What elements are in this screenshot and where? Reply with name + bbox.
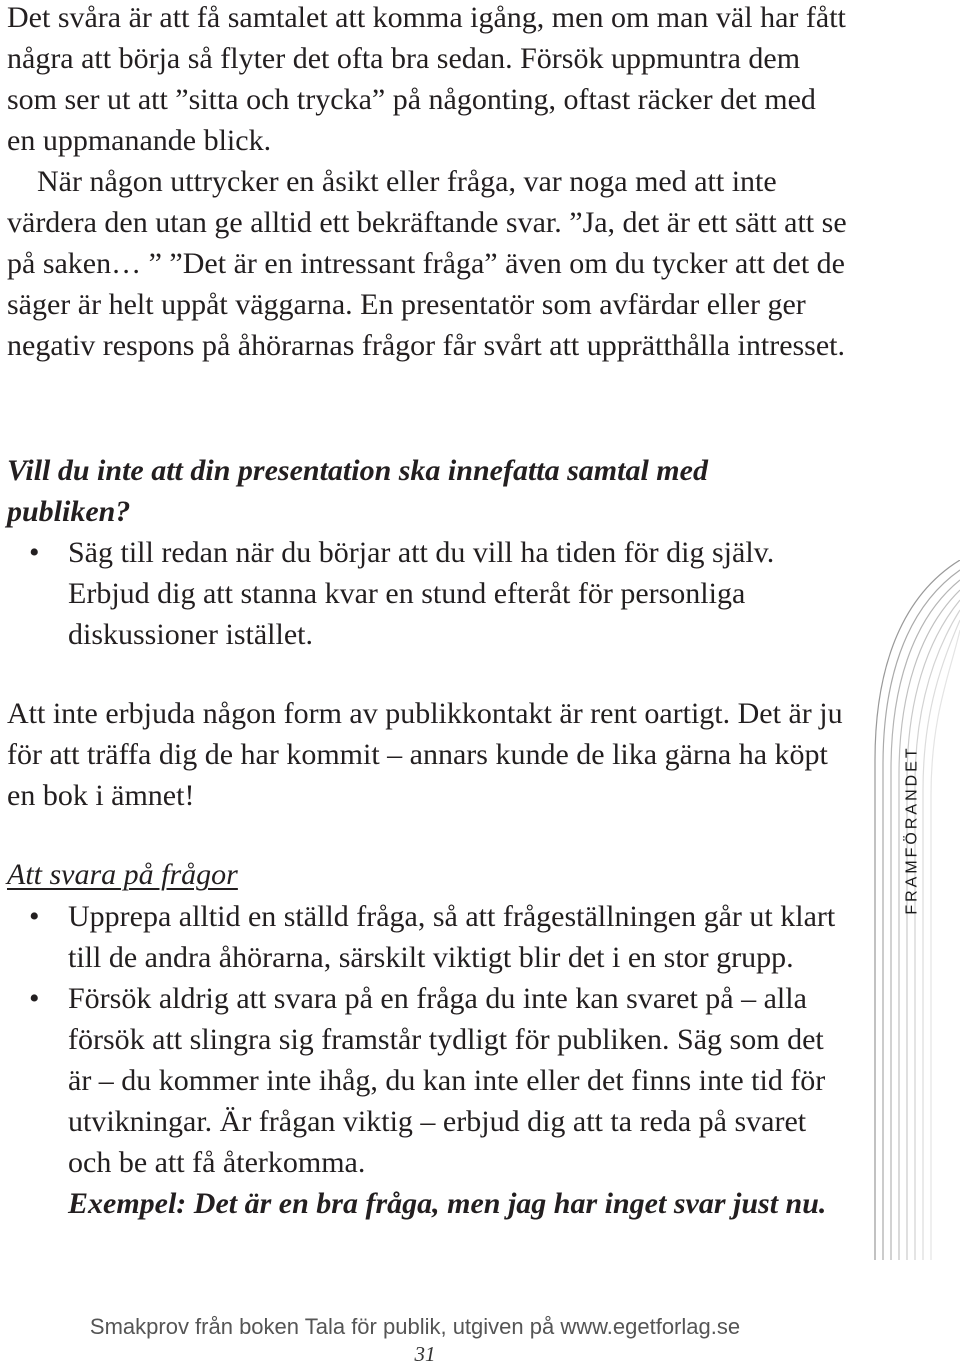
side-tab-label [883,740,943,920]
paragraph-affirm: När någon uttrycker en åsikt eller fråga, var noga med att inte värdera den utan ge alltid ett bekräftande svar. ”Ja, det är ett sätt att se på saken… ” ”Det är en intressant fråga” även om du tycker att det de säger är helt uppåt väggarna. En presentatör som avfärdar eller ger negativ respons på åhörarnas frågor får svårt att upprätthålla intresset. [7,165,847,362]
footer-credit: Smakprov från boken Tala för publik, utgiven på www.egetforlag.se [89,1314,741,1339]
list-item-text: Försök aldrig att svara på en fråga du inte kan svaret på – alla försök att slingra sig framstår tydligt för publiken. Säg som det är – du kommer inte ihåg, du kan inte eller det finns inte tid för utvikningar. Är frågan viktig – erbjud dig att ta reda på svaret och be att få återkomma. [68,982,826,1179]
body-text-middle [7,693,847,816]
page-number: 31 [414,1342,436,1366]
section-heading: Att svara på frågor [7,858,238,891]
bullet-icon: • [29,982,40,1015]
list-item-text: Säg till redan när du börjar att du vill ha tiden för dig själv. Erbjud dig att stanna kvar en stund efteråt för personliga diskussioner istället. [68,536,775,651]
paragraph-courtesy: Att inte erbjuda någon form av publikkontakt är rent oartigt. Det är ju för att träffa dig de har kommit – annars kunde de lika gärna ha köpt en bok i ämnet! [7,697,843,812]
body-text-top [7,0,847,366]
list-item [7,532,837,655]
list-item-text: Upprepa alltid en ställd fråga, så att frågeställningen går ut klart till de andra åhörarna, särskilt viktigt blir det i en stor grupp. [68,900,836,974]
list-item [7,978,837,1224]
paragraph-intro: Det svåra är att få samtalet att komma igång, men om man väl har fått några att börja så flyter det ofta bra sedan. Försök uppmuntra dem som ser ut att ”sitta och trycka” på någonting, oftast räcker det med en uppmanande blick. [7,1,846,157]
example-text: Exempel: Det är en bra fråga, men jag har inget svar just nu. [68,1187,827,1220]
side-tab-text: FRAMFÖRANDET [904,745,922,915]
bullet-icon: • [29,536,40,569]
question-heading: Vill du inte att din presentation ska innefatta samtal med publiken? [7,454,708,528]
bullet-list-conversation [7,532,837,655]
bullet-icon: • [29,900,40,933]
list-item [7,896,837,978]
bullet-list-answers [7,896,837,1224]
